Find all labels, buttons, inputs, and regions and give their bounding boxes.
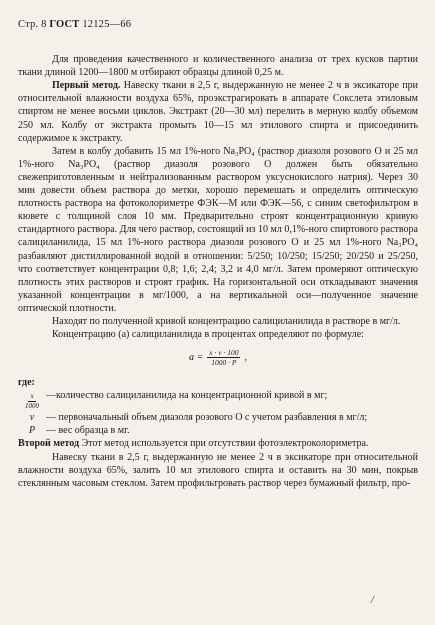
paragraph-formula-intro: Концентрацию (a) салициланилида в процентах определяют по формуле: bbox=[52, 329, 364, 341]
formula-fraction bbox=[207, 348, 240, 367]
paragraph-first-method bbox=[18, 79, 418, 144]
first-method-text: Навеску ткани в 2,5 г, выдержанную не менее 2 ч в эксикаторе при относительной влажности воздуха 65%, проэкстрагировать в аппарате Сокслета этиловым спиртом не менее восьми циклов. Экстракт (20—30 мл) перелить в мерную колбу объемом 250 мл. Колбу от экстракта промыть 10—15 мл этилового спирта и присоединить содержимое к экстракту. bbox=[18, 80, 418, 144]
definition-x-symbol: $\frac{x}{1000}$ bbox=[25, 392, 39, 411]
formula-denominator: 1000 · P bbox=[211, 358, 237, 368]
definition-x bbox=[18, 389, 418, 411]
paragraph-second-method-procedure: Навеску ткани в 2,5 г, выдержанную не менее 2 ч в эксикаторе при относительной влажности воздуха 65%, залить 10 мл этилового спирта и оставить на 30 мин, покрыв стеклянным часовым стеклом. Затем профильтровать раствор через бумажный фильтр, про- bbox=[18, 451, 418, 489]
second-method-text: Этот метод используется при отсутствии фотоэлектроколориметра. bbox=[79, 438, 369, 450]
definition-p-symbol: P bbox=[28, 425, 36, 437]
definition-p bbox=[18, 424, 418, 437]
definition-x-text: —количество салициланилида на концентрационной кривой в мг; bbox=[46, 390, 328, 402]
page-mark: / bbox=[371, 595, 374, 606]
document-page bbox=[18, 18, 418, 490]
formula-tail: , bbox=[244, 352, 247, 364]
formula-lhs: a = bbox=[189, 352, 204, 364]
where-label: где: bbox=[18, 377, 35, 389]
paragraph-sampling: Для проведения качественного и количественного анализа от трех кусков партии ткани длиной 1200—1800 м отбирают образцы длиной 0,25 м. bbox=[18, 54, 418, 79]
paragraph-second-method bbox=[18, 437, 418, 450]
first-method-heading: Первый метод. bbox=[52, 80, 121, 92]
page-number: Стр. 8 bbox=[18, 19, 47, 30]
page-header bbox=[18, 18, 418, 31]
definition-v-text: — первоначальный объем диазоля розового О с учетом разбавления в мг/л; bbox=[46, 412, 368, 424]
definition-v bbox=[18, 411, 418, 424]
standard-number: 12125—66 bbox=[82, 19, 132, 30]
definitions-list bbox=[18, 389, 418, 437]
second-method-heading: Второй метод bbox=[18, 438, 80, 450]
paragraph-calibration: Затем в колбу добавить 15 мл 1%-ного Na₃PO₄ (раствор диазоля розового О и 25 мл 1%-ного Na₃PO₄ (раствор диазоля розового О должен быть обязательно свежеприготовленным и нейтрализованным раствором уксуснокислого натрия). Через 30 мин довести объем раствора до метки, хорошо перемешать и определить оптическую плотность раствора на фотоколориметре ФЭК—М или ФЭК—56, с синим светофильтром в кювете с толщиной слоя 10 мм. Предварительно строят концентрационную кривую стандартного раствора. Для чего раствор, состоящий из 10 мл 0,1%-ного спиртового раствора салициланилида, 15 мл 1%-ного раствора диазоля розового О и 25 мл 1%-ного Na₃PO₄ разбавляют дистиллированной водой в отношении: 5/250; 10/250; 15/250; 20/250 и 25/250, что соответствует концентрации 0,8; 1,6; 2,4; 3,2 и 4,0 мг/л. Затем промеряют оптическую плотность этих растворов и строят график. На горизонтальной оси откладывают значения указанной концентрации в мг/1000, а на вертикальной оси—полученное значение оптической плотности. bbox=[18, 145, 418, 314]
paragraph-find-concentration: Находят по полученной кривой концентрацию салициланилида в растворе в мг/л. bbox=[52, 315, 401, 327]
concentration-formula bbox=[18, 348, 418, 367]
formula-numerator: x · v · 100 bbox=[209, 348, 239, 358]
standard-label: ГОСТ bbox=[49, 19, 80, 30]
definition-p-text: — вес образца в мг. bbox=[46, 425, 130, 437]
definition-v-symbol: v bbox=[29, 412, 35, 424]
